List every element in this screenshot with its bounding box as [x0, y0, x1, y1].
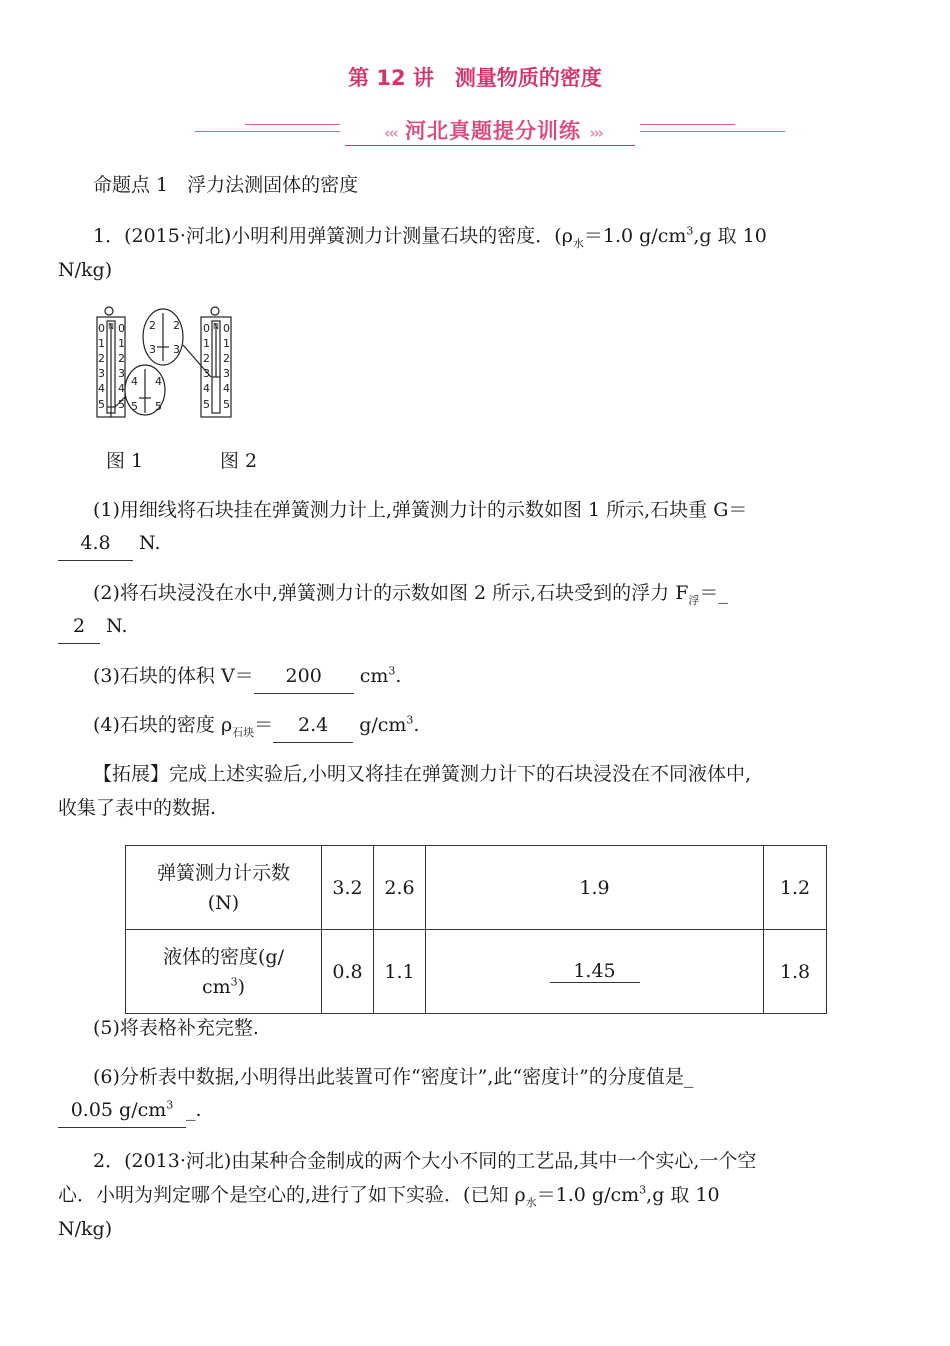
svg-text:4: 4: [155, 375, 162, 388]
q1-part2-unit: N.: [106, 615, 128, 637]
svg-text:0: 0: [203, 322, 210, 335]
svg-text:1: 1: [98, 337, 105, 350]
q1-stem-rest: ＝1.0 g/cm: [583, 225, 687, 247]
q1-part3: [93, 659, 401, 694]
svg-text:5: 5: [118, 398, 125, 411]
svg-text:5: 5: [155, 400, 162, 413]
q1-part3-end: .: [395, 665, 402, 687]
svg-text:2: 2: [118, 352, 125, 365]
q1-part3-unit: cm: [359, 665, 389, 687]
q1-part3-sup: 3: [388, 664, 396, 678]
svg-text:N: N: [213, 322, 219, 331]
svg-text:3: 3: [173, 343, 180, 356]
row1-header-line1: 弹簧测力计示数: [156, 861, 290, 884]
svg-text:4: 4: [203, 382, 210, 395]
q1-part1-unit: N.: [139, 532, 161, 554]
svg-text:4: 4: [98, 382, 105, 395]
row1-header-line2: (N): [207, 891, 240, 914]
q1-part2-answer-line: [58, 609, 128, 644]
q1-part4-eq: ＝: [254, 714, 274, 736]
banner-label: 河北真题提分训练: [405, 119, 581, 143]
svg-text:3: 3: [118, 367, 125, 380]
q1-part5: (5)将表格补充完整.: [93, 1017, 259, 1039]
q1-part6-answer-text: 0.05 g/cm: [70, 1099, 167, 1121]
svg-text:1: 1: [203, 337, 210, 350]
q1-part2-eq: ＝_: [699, 582, 728, 604]
q1-part4-text: (4)石块的密度 ρ: [93, 714, 233, 736]
svg-text:2: 2: [98, 352, 105, 365]
table-cell: 1.8: [764, 930, 827, 1014]
table-row-header: [126, 930, 322, 1014]
row2-header-line2: [126, 972, 321, 1002]
q2-line2-rest: ＝1.0 g/cm: [536, 1184, 640, 1206]
table-cell: 1.1: [374, 930, 426, 1014]
q1-part1-answer-line: [58, 526, 161, 561]
svg-text:N: N: [108, 322, 114, 331]
banner-underline: [345, 145, 635, 146]
spring-scale-figure: [93, 305, 243, 420]
svg-text:3: 3: [149, 343, 156, 356]
q1-part2-answer: 2: [58, 609, 100, 644]
svg-text:3: 3: [223, 367, 230, 380]
q1-part3-text: (3)石块的体积 V＝: [93, 665, 254, 687]
q1-part4: [93, 708, 419, 743]
table-cell-answer: [426, 930, 764, 1014]
table-cell: 2.6: [374, 846, 426, 930]
q1-part1-answer: 4.8: [58, 526, 133, 561]
figure-2-caption: 图 2: [220, 450, 258, 472]
svg-text:3: 3: [98, 367, 105, 380]
table-cell: 1.9: [426, 846, 764, 930]
svg-text:4: 4: [131, 375, 138, 388]
data-table: [125, 845, 827, 1014]
row2-header-unit: cm: [201, 975, 231, 998]
q1-part2: [93, 576, 728, 610]
q1-part6-sup: 3: [166, 1098, 174, 1112]
q1-part6: (6)分析表中数据,小明得出此装置可作“密度计”,此“密度计”的分度值是_: [93, 1066, 694, 1088]
svg-text:5: 5: [98, 398, 105, 411]
q2-line2-sup: 3: [639, 1183, 647, 1197]
svg-text:5: 5: [131, 400, 138, 413]
svg-text:0: 0: [118, 322, 125, 335]
q1-part6-answer: [58, 1093, 186, 1128]
q1-part3-answer: 200: [254, 659, 354, 694]
table-answer: 1.45: [550, 960, 640, 983]
banner-line-left-top: [245, 124, 340, 125]
q1-part2-sub: 浮: [688, 593, 700, 607]
section-heading: 命题点 1 浮力法测固体的密度: [93, 174, 359, 196]
svg-text:4: 4: [118, 382, 125, 395]
figure-1-caption: 图 1: [106, 450, 144, 472]
banner-left-chevrons-icon: ‹‹‹: [384, 124, 397, 142]
banner-line-left-bottom: [195, 131, 340, 132]
svg-text:0: 0: [98, 322, 105, 335]
q1-stem-end: ,g 取 10: [693, 225, 767, 247]
q1-part4-unit: g/cm: [359, 714, 407, 736]
row2-header-sup: 3: [230, 975, 238, 989]
table-cell: 3.2: [322, 846, 374, 930]
q1-part6-end: _.: [186, 1099, 202, 1121]
svg-text:5: 5: [223, 398, 230, 411]
table-row: [126, 930, 827, 1014]
table-row-header: [126, 846, 322, 930]
svg-text:4: 4: [223, 382, 230, 395]
table-cell: 0.8: [322, 930, 374, 1014]
banner-right-chevrons-icon: ›››: [589, 124, 602, 142]
extension-line1: 【拓展】完成上述实验后,小明又将挂在弹簧测力计下的石块浸没在不同液体中,: [93, 763, 752, 785]
extension-line2: 收集了表中的数据.: [58, 797, 217, 819]
svg-text:0: 0: [223, 322, 230, 335]
q2-line2-sub: 水: [525, 1195, 537, 1209]
svg-text:2: 2: [223, 352, 230, 365]
q1-stem-line1: [93, 219, 767, 253]
table-row: [126, 846, 827, 930]
q1-part2-text: (2)将石块浸没在水中,弹簧测力计的示数如图 2 所示,石块受到的浮力 F: [93, 582, 689, 604]
svg-text:5: 5: [203, 398, 210, 411]
row2-header-end: ): [237, 975, 246, 998]
svg-text:1: 1: [118, 337, 125, 350]
q1-part1: (1)用细线将石块挂在弹簧测力计上,弹簧测力计的示数如图 1 所示,石块重 G＝: [93, 499, 748, 521]
svg-text:2: 2: [149, 319, 156, 332]
banner-line-right-top: [640, 124, 735, 125]
q1-stem-text: 1．(2015·河北)小明利用弹簧测力计测量石块的密度．(ρ: [93, 225, 573, 247]
table-cell: 1.2: [764, 846, 827, 930]
q1-part4-end: .: [413, 714, 420, 736]
q2-line2: [58, 1178, 720, 1212]
svg-text:1: 1: [223, 337, 230, 350]
q2-line2-text: 心．小明为判定哪个是空心的,进行了如下实验．(已知 ρ: [58, 1184, 526, 1206]
banner-line-right-bottom: [640, 131, 785, 132]
svg-text:3: 3: [203, 367, 210, 380]
q2-line2-end: ,g 取 10: [646, 1184, 720, 1206]
row2-header-line1: 液体的密度(g/: [163, 945, 284, 968]
banner-title: [343, 115, 643, 145]
q1-part6-answer-line: [58, 1093, 202, 1128]
q1-part4-sup: 3: [406, 713, 414, 727]
section-banner: [195, 115, 785, 147]
q1-part4-sub: 石块: [232, 725, 255, 739]
q1-stem-sub: 水: [572, 236, 584, 250]
q1-part4-answer: 2.4: [273, 708, 353, 743]
svg-text:2: 2: [173, 319, 180, 332]
q1-stem-sup: 3: [686, 224, 694, 238]
q2-line1: 2．(2013·河北)由某种合金制成的两个大小不同的工艺品,其中一个实心,一个空: [93, 1150, 757, 1172]
svg-text:2: 2: [203, 352, 210, 365]
q2-line3: N/kg): [58, 1218, 113, 1240]
page-title: 第 12 讲 测量物质的密度: [348, 66, 602, 90]
q1-stem-line2: N/kg): [58, 259, 113, 281]
